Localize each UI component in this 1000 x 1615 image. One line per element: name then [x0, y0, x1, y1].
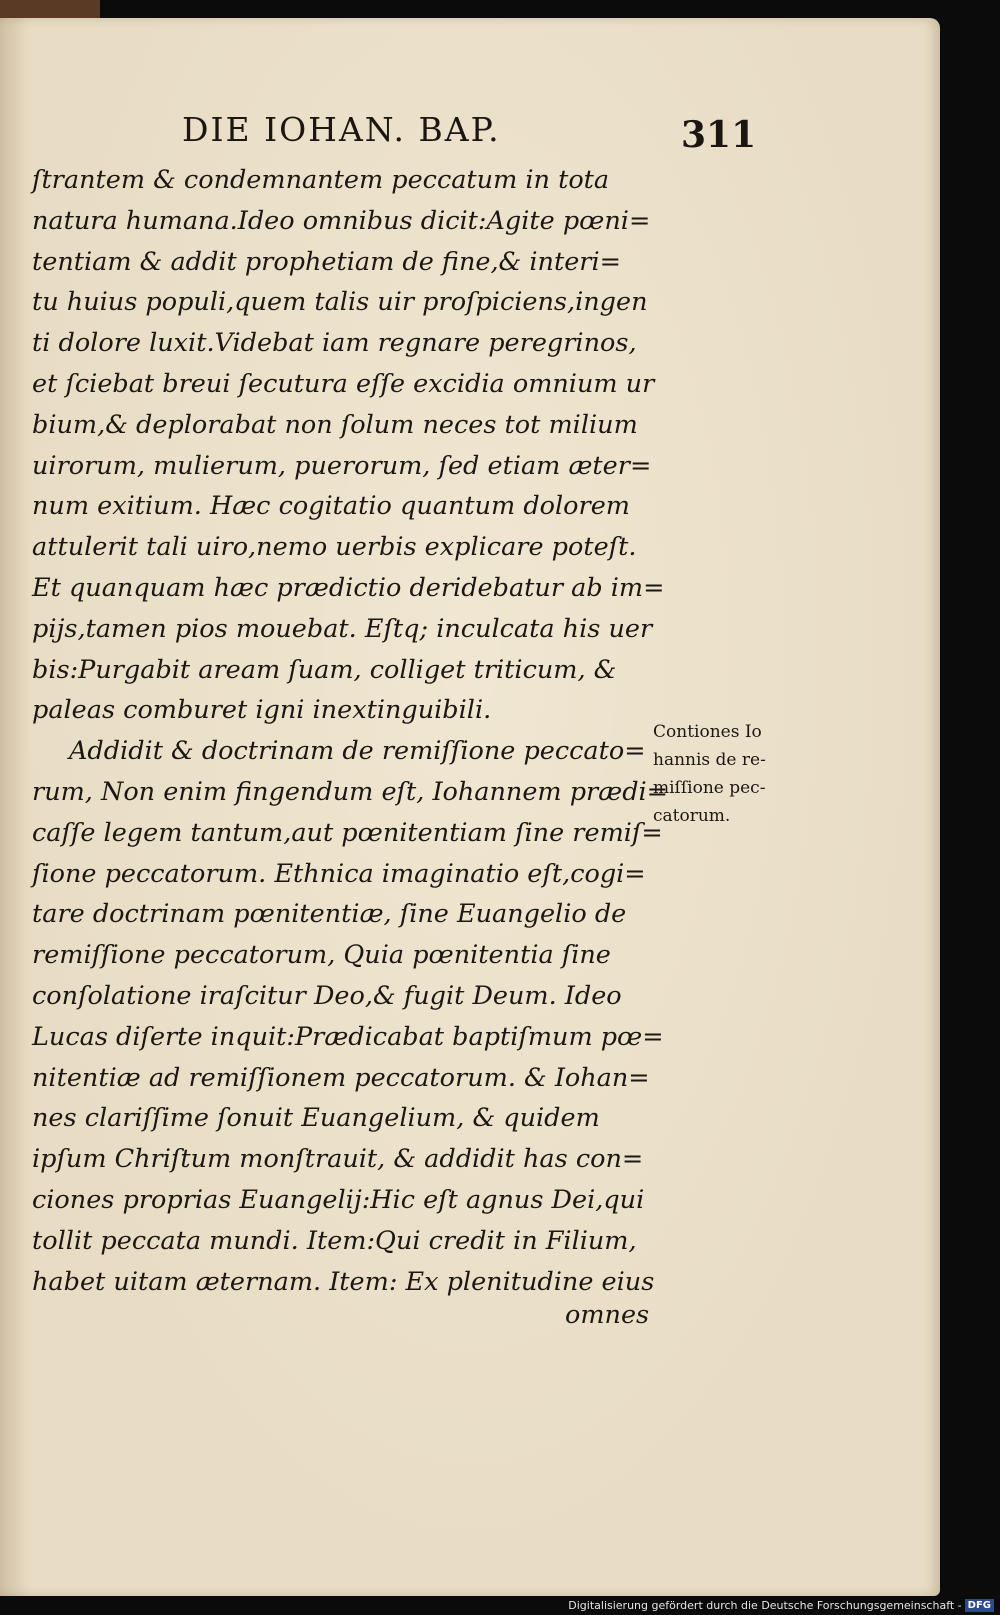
text-line: ciones proprias Euangelij:Hic eſt agnus Dei,qui	[32, 1184, 645, 1215]
text-line: ſione peccatorum. Ethnica imaginatio eſt,cogi=	[32, 858, 646, 889]
text-line: tu huius populi,quem talis uir proſpiciens,ingen	[32, 287, 648, 318]
marginal-note-line: miſſione pec-	[653, 778, 766, 798]
text-line: uirorum, mulierum, puerorum, ſed etiam æter=	[32, 450, 652, 481]
text-line: et ſciebat breui ſecutura eſſe excidia omnium ur	[32, 368, 655, 399]
text-line: conſolatione iraſcitur Deo,& fugit Deum. Ideo	[32, 980, 622, 1011]
text-line: num exitium. Hæc cogitatio quantum dolorem	[32, 491, 630, 522]
main-text-block	[32, 160, 669, 1302]
text-line: habet uitam æternam. Item: Ex plenitudine eius	[32, 1266, 655, 1297]
text-line: pijs,tamen pios mouebat. Eſtq; inculcata his uer	[32, 613, 653, 644]
marginal-note	[653, 718, 803, 830]
text-line: remiſſione peccatorum, Quia pœnitentia ſine	[32, 940, 611, 971]
text-line: ipſum Chriſtum monſtrauit, & addidit has con=	[32, 1144, 644, 1175]
text-line: Lucas diſerte inquit:Prædicabat baptiſmum pœ=	[32, 1021, 664, 1052]
catchword: omnes	[565, 1300, 650, 1330]
dfg-logo: DFG	[965, 1599, 994, 1612]
text-line: rum, Non enim fingendum eſt, Iohannem prædi=	[32, 776, 669, 807]
text-line: bis:Purgabit aream ſuam, colliget triticum, &	[32, 654, 617, 685]
text-line: nes clariſſime ſonuit Euangelium, & quidem	[32, 1103, 600, 1134]
page-number: 311	[681, 114, 757, 156]
marginal-note-line: hannis de re-	[653, 750, 766, 770]
text-line: tare doctrinam pœnitentiæ, ſine Euangelio de	[32, 899, 627, 930]
credit-text: Digitalisierung gefördert durch die Deutsche Forschungsgemeinschaft -	[568, 1598, 962, 1612]
text-line: bium,& deplorabat non ſolum neces tot milium	[32, 409, 638, 440]
text-line: tentiam & addit prophetiam de fine,& interi=	[32, 246, 621, 277]
text-line: ſtrantem & condemnantem peccatum in tota	[32, 165, 610, 195]
text-line: natura humana.Ideo omnibus dicit:Agite pœni=	[32, 205, 651, 236]
paragraph-start-line: Addidit & doctrinam de remiſſione peccato=	[69, 736, 646, 767]
running-head: DIE IOHAN. BAP.	[182, 110, 501, 149]
marginal-note-line: Contiones Io	[653, 722, 762, 742]
text-line: caſſe legem tantum,aut pœnitentiam ſine remiſ=	[32, 817, 663, 848]
marginal-note-line: catorum.	[653, 806, 731, 826]
text-line: attulerit tali uiro,nemo uerbis explicare poteſt.	[32, 532, 637, 563]
text-line: ti dolore luxit.Videbat iam regnare peregrinos,	[32, 328, 637, 359]
text-line: tollit peccata mundi. Item:Qui credit in Filium,	[32, 1225, 637, 1256]
digitization-credit	[568, 1599, 994, 1613]
text-line: nitentiæ ad remiſſionem peccatorum. & Iohan=	[32, 1062, 650, 1093]
text-line: paleas comburet igni inextinguibili.	[32, 695, 492, 726]
text-line: Et quanquam hæc prædictio deridebatur ab im=	[32, 572, 665, 603]
